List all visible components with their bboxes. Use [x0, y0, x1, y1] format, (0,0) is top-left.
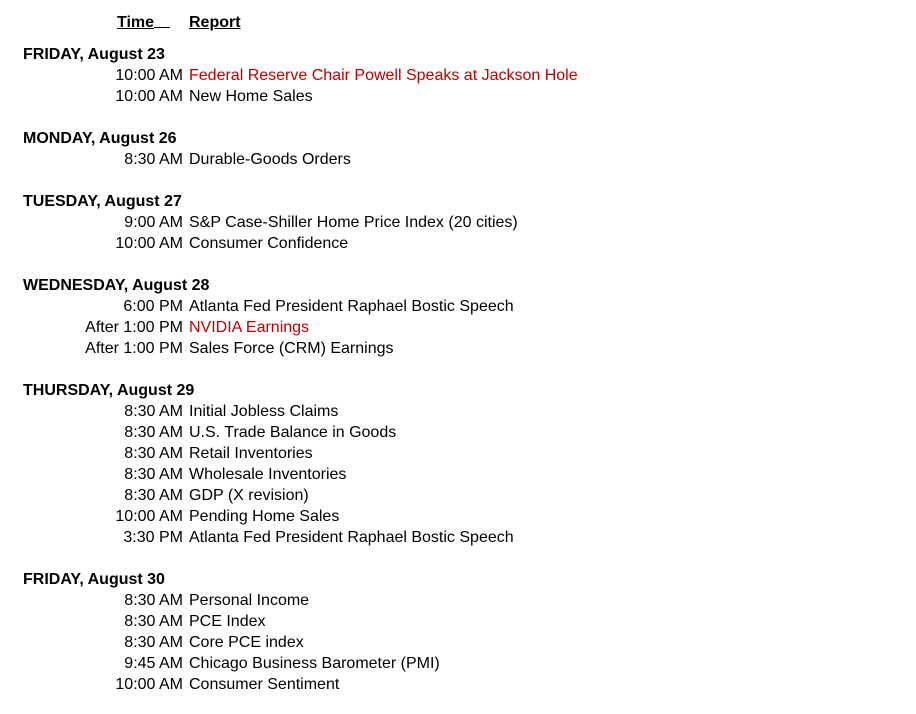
event-row	[0, 86, 916, 107]
day-heading: WEDNESDAY, August 28	[23, 277, 210, 294]
event-row	[0, 233, 916, 254]
event-time: 10:00 AM	[115, 67, 183, 84]
day-heading: TUESDAY, August 27	[23, 193, 182, 210]
event-report: New Home Sales	[189, 88, 313, 105]
day-section	[0, 191, 916, 254]
event-time: 8:30 AM	[124, 634, 183, 651]
time-column-header-label: Time	[117, 14, 155, 31]
event-row	[0, 338, 916, 359]
event-time: 10:00 AM	[115, 235, 183, 252]
event-row	[0, 401, 916, 422]
event-time: 3:30 PM	[123, 529, 183, 546]
event-row	[0, 485, 916, 506]
event-row	[0, 632, 916, 653]
event-time: 8:30 AM	[124, 403, 183, 420]
event-report: Retail Inventories	[189, 445, 313, 462]
day-heading: FRIDAY, August 23	[23, 46, 165, 63]
event-row	[0, 212, 916, 233]
event-row	[0, 653, 916, 674]
event-time: 10:00 AM	[115, 676, 183, 693]
schedule-list	[0, 44, 916, 695]
day-heading: THURSDAY, August 29	[23, 382, 195, 399]
event-time: 10:00 AM	[115, 508, 183, 525]
event-row	[0, 506, 916, 527]
event-report: Core PCE index	[189, 634, 304, 651]
event-report: Sales Force (CRM) Earnings	[189, 340, 394, 357]
event-time: After 1:00 PM	[85, 340, 183, 357]
event-row	[0, 590, 916, 611]
day-section	[0, 569, 916, 695]
event-report-highlighted: Federal Reserve Chair Powell Speaks at Jackson Hole	[189, 67, 578, 84]
event-row	[0, 65, 916, 86]
event-report: Chicago Business Barometer (PMI)	[189, 655, 440, 672]
event-report: Wholesale Inventories	[189, 466, 347, 483]
event-time: 8:30 AM	[124, 592, 183, 609]
event-report: PCE Index	[189, 613, 266, 630]
event-time: 8:30 AM	[124, 424, 183, 441]
event-report: Pending Home Sales	[189, 508, 340, 525]
day-heading: FRIDAY, August 30	[23, 571, 165, 588]
report-column-header: Report	[189, 14, 241, 31]
event-row	[0, 674, 916, 695]
event-report: GDP (X revision)	[189, 487, 309, 504]
event-time: 8:30 AM	[124, 487, 183, 504]
event-time: 8:30 AM	[124, 613, 183, 630]
time-column-header-underline	[154, 12, 170, 28]
event-time: 9:45 AM	[124, 655, 183, 672]
event-row	[0, 317, 916, 338]
event-report: Initial Jobless Claims	[189, 403, 339, 420]
day-section	[0, 275, 916, 359]
event-time: 8:30 AM	[124, 445, 183, 462]
event-report: Durable-Goods Orders	[189, 151, 351, 168]
event-row	[0, 443, 916, 464]
event-row	[0, 464, 916, 485]
event-row	[0, 422, 916, 443]
event-row	[0, 149, 916, 170]
event-report: Personal Income	[189, 592, 310, 609]
event-time: 8:30 AM	[124, 466, 183, 483]
event-time: 8:30 AM	[124, 151, 183, 168]
event-report: Consumer Confidence	[189, 235, 349, 252]
event-row	[0, 527, 916, 548]
day-heading: MONDAY, August 26	[23, 130, 177, 147]
event-report: U.S. Trade Balance in Goods	[189, 424, 397, 441]
event-report: Atlanta Fed President Raphael Bostic Speech	[189, 298, 514, 315]
event-report: Consumer Sentiment	[189, 676, 340, 693]
event-time: 6:00 PM	[123, 298, 183, 315]
day-section	[0, 380, 916, 548]
time-column-header	[117, 12, 170, 33]
event-report: S&P Case-Shiller Home Price Index (20 cities)	[189, 214, 518, 231]
event-row	[0, 296, 916, 317]
event-time: After 1:00 PM	[85, 319, 183, 336]
event-report: Atlanta Fed President Raphael Bostic Speech	[189, 529, 514, 546]
event-time: 9:00 AM	[124, 214, 183, 231]
day-section	[0, 44, 916, 107]
event-report-highlighted: NVIDIA Earnings	[189, 319, 310, 336]
day-section	[0, 128, 916, 170]
event-time: 10:00 AM	[115, 88, 183, 105]
event-row	[0, 611, 916, 632]
